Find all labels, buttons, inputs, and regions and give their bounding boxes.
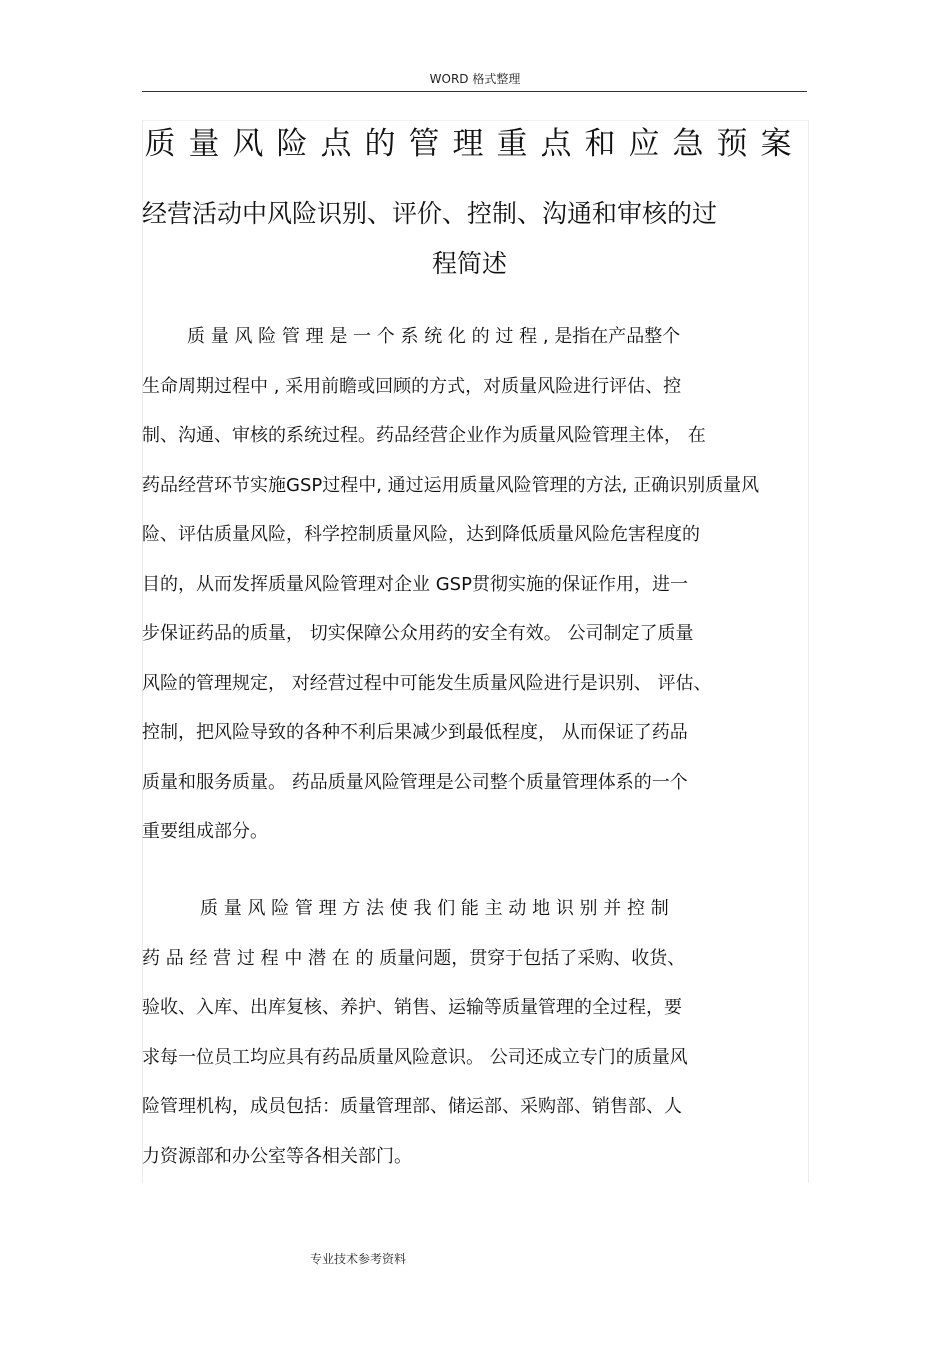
paragraph-line: 控制，把风险导致的各种不利后果减少到最低程度， 从而保证了药品 [142,722,688,743]
paragraph-line: 验收、入库、出库复核、养护、销售、运输等质量管理的全过程，要 [142,997,682,1018]
paragraph-line: 质 量 风 险 管 理 方 法 使 我 们 能 主 动 地 识 别 并 控 制 [200,898,669,919]
page-footer: 专业技术参考资料 [310,1252,407,1266]
paragraph-line: 求每一位员工均应具有药品质量风险意识。 公司还成立专门的质量风 [142,1046,688,1068]
paragraph-line: 步保证药品的质量， 切实保障公众用药的安全有效。 公司制定了质量 [142,623,694,644]
paragraph-line: 制、沟通、审核的系统过程。药品经营企业作为质量风险管理主体， 在 [142,425,706,446]
document-title: 质量风险点的管理重点和应急预案 [144,126,805,162]
paragraph-line: 险、评估质量风险，科学控制质量风险，达到降低质量风险危害程度的 [142,524,700,545]
paragraph-line: 生命周期过程中 , 采用前瞻或回顾的方式，对质量风险进行评估、控 [142,375,682,397]
section-heading-line-1: 经营活动中风险识别、评价、控制、沟通和审核的过 [142,199,718,228]
paragraph-line: 药品经营环节实施GSP过程中, 通过运用质量风险管理的方法, 正确识别质量风 [142,474,760,496]
paragraph-line: 质量和服务质量。 药品质量风险管理是公司整个质量管理体系的一个 [142,771,688,793]
paragraph-line: 药 品 经 营 过 程 中 潜 在 的 质量问题，贯穿于包括了采购、收货、 [142,947,686,969]
header-divider [142,91,807,92]
paragraph-line: 目的，从而发挥质量风险管理对企业 GSP贯彻实施的保证作用，进一 [142,573,688,595]
paragraph-line: 重要组成部分。 [142,821,268,842]
paragraph-line: 风险的管理规定， 对经营过程中可能发生质量风险进行是识别、 评估、 [142,672,712,694]
paragraph-line: 力资源部和办公室等各相关部门。 [142,1145,412,1167]
paragraph-1 [142,312,822,857]
page-header: WORD 格式整理 [429,72,521,86]
paragraph-2 [142,884,822,1181]
paragraph-line: 险管理机构，成员包括：质量管理部、储运部、采购部、销售部、人 [142,1096,682,1117]
paragraph-line: 质 量 风 险 管 理 是 一 个 系 统 化 的 过 程 , 是指在产品整个 [187,326,681,347]
section-heading-line-2: 程简述 [432,249,508,278]
